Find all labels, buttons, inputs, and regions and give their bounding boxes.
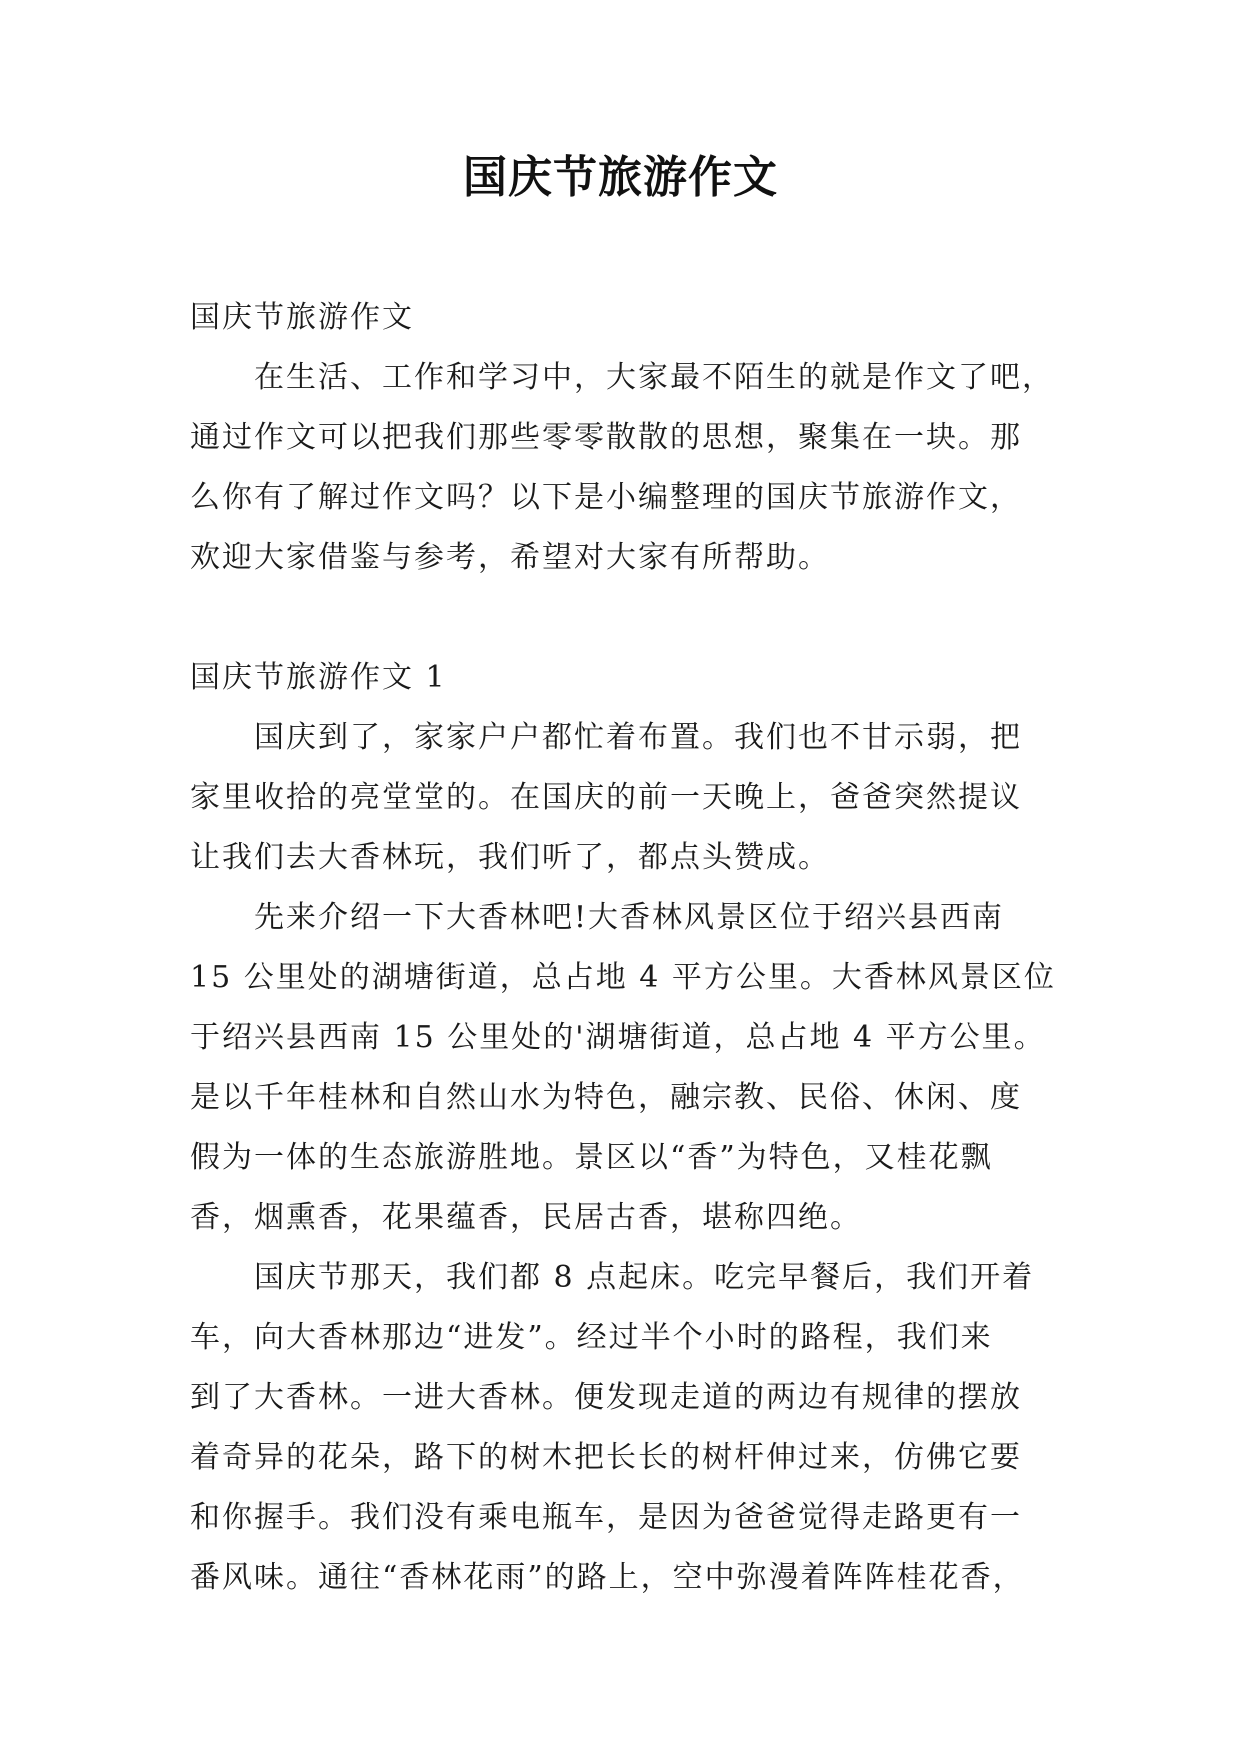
paragraph-line: 国庆节那天，我们都 8 点起床。吃完早餐后，我们开着 (254, 1260, 1035, 1295)
paragraph-line: 家里收拾的亮堂堂的。在国庆的前一天晚上，爸爸突然提议 (190, 780, 1022, 815)
section1-paragraph-3 (190, 1248, 1060, 1608)
paragraph-line: 先来介绍一下大香林吧!大香林风景区位于绍兴县西南 (254, 900, 1005, 935)
paragraph-line: 通过作文可以把我们那些零零散散的思想，聚集在一块。那 (190, 420, 1022, 455)
paragraph-line: 么你有了解过作文吗？以下是小编整理的国庆节旅游作文， (190, 480, 1022, 515)
paragraph-line: 到了大香林。一进大香林。便发现走道的两边有规律的摆放 (190, 1380, 1022, 1415)
section-heading-1: 国庆节旅游作文 1 (190, 660, 447, 695)
document-body (190, 288, 1060, 1608)
document-title: 国庆节旅游作文 (463, 152, 778, 203)
paragraph-line: 15 公里处的湖塘街道，总占地 4 平方公里。大香林风景区位 (190, 960, 1056, 995)
paragraph-line: 于绍兴县西南 15 公里处的'湖塘街道，总占地 4 平方公里。 (190, 1020, 1046, 1055)
paragraph-line: 番风味。通往“香林花雨”的路上，空中弥漫着阵阵桂花香， (190, 1560, 1025, 1595)
section1-paragraph-2 (190, 888, 1060, 1248)
intro-paragraph (190, 348, 1060, 588)
paragraph-line: 让我们去大香林玩，我们听了，都点头赞成。 (190, 840, 830, 875)
paragraph-line: 国庆到了，家家户户都忙着布置。我们也不甘示弱，把 (254, 720, 1022, 755)
paragraph-line: 在生活、工作和学习中，大家最不陌生的就是作文了吧， (254, 360, 1054, 395)
paragraph-line: 是以千年桂林和自然山水为特色，融宗教、民俗、休闲、度 (190, 1080, 1022, 1115)
paragraph-spacer (190, 588, 1060, 648)
section1-paragraph-1 (190, 708, 1060, 888)
paragraph-line: 车，向大香林那边“进发”。经过半个小时的路程，我们来 (190, 1320, 993, 1355)
intro-heading: 国庆节旅游作文 (190, 300, 414, 335)
paragraph-line: 欢迎大家借鉴与参考，希望对大家有所帮助。 (190, 540, 830, 575)
paragraph-line: 和你握手。我们没有乘电瓶车，是因为爸爸觉得走路更有一 (190, 1500, 1022, 1535)
paragraph-line: 香，烟熏香，花果蕴香，民居古香，堪称四绝。 (190, 1200, 862, 1235)
paragraph-line: 着奇异的花朵，路下的树木把长长的树杆伸过来，仿佛它要 (190, 1440, 1022, 1475)
paragraph-line: 假为一体的生态旅游胜地。景区以“香”为特色，又桂花飘 (190, 1140, 993, 1175)
